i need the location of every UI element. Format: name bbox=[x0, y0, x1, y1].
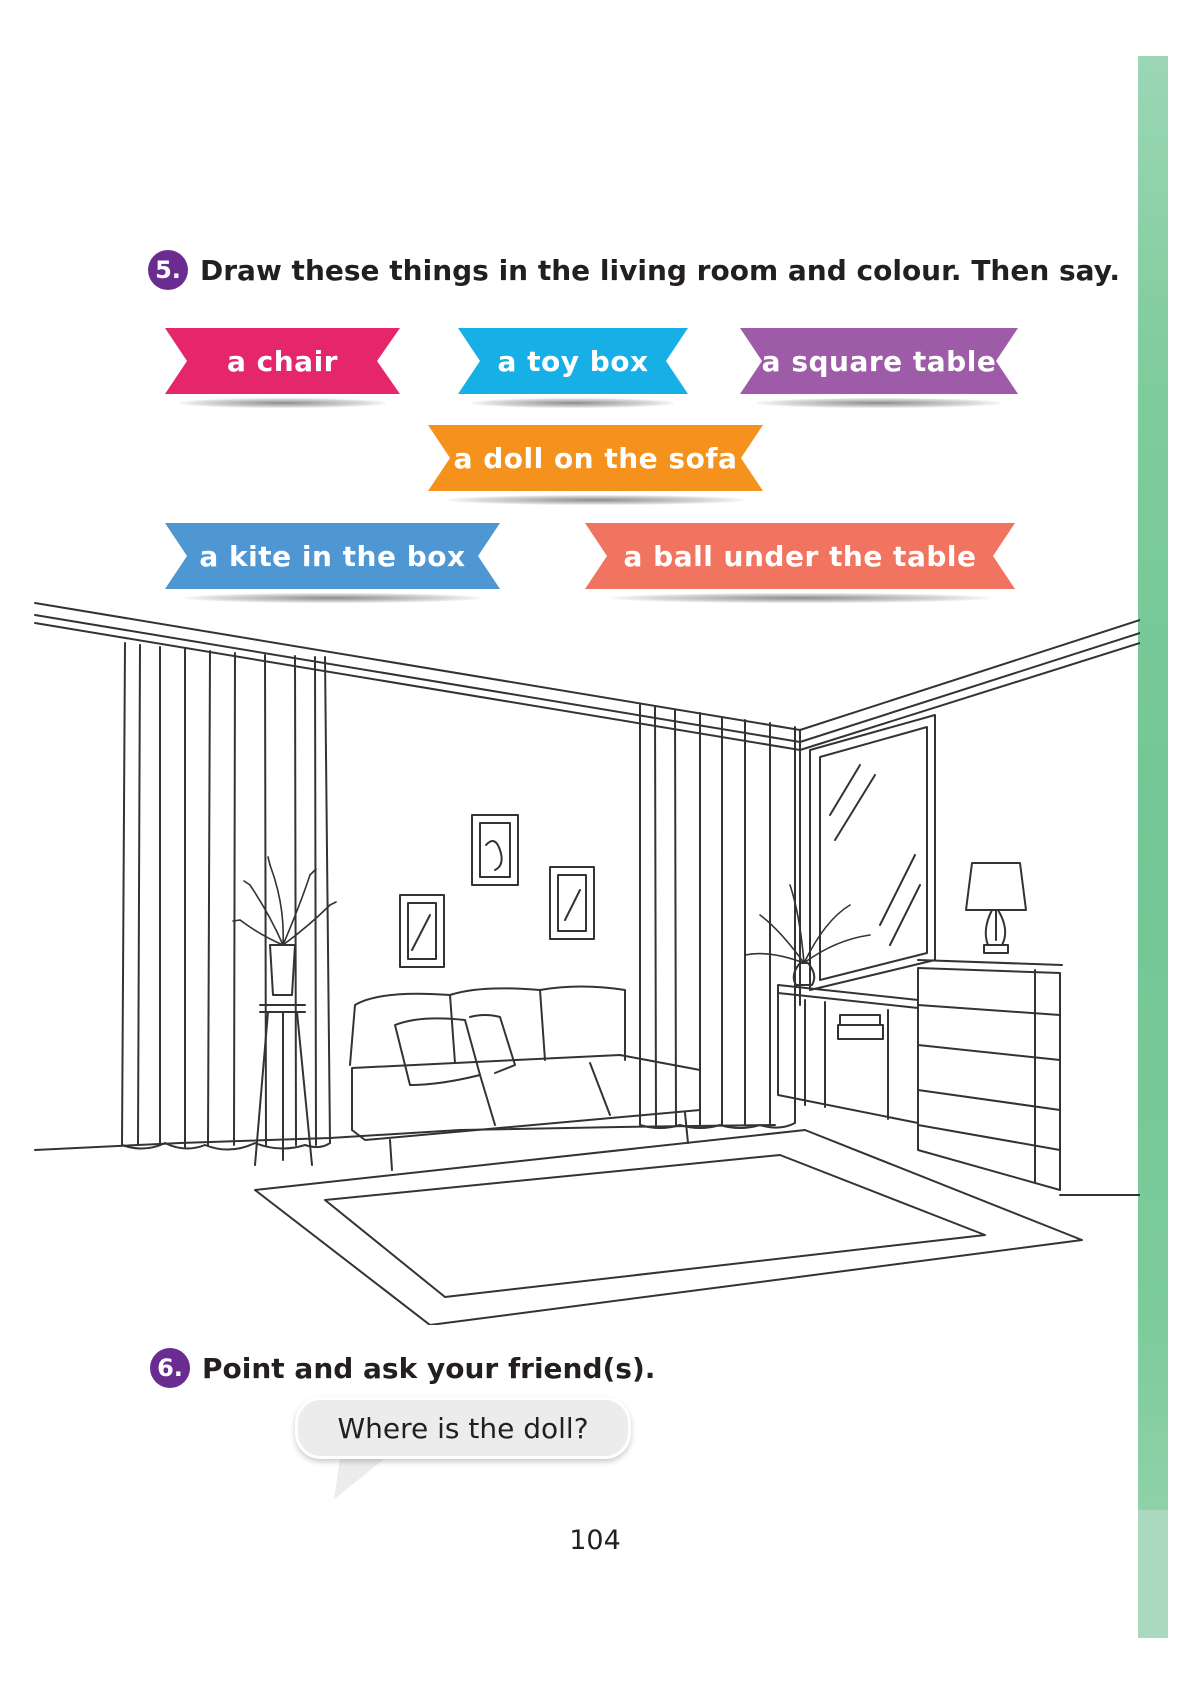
picture-frames bbox=[400, 815, 594, 967]
side-color-bar bbox=[1138, 56, 1168, 1638]
exercise-6-heading bbox=[150, 1348, 655, 1388]
window bbox=[810, 715, 935, 990]
sofa bbox=[350, 987, 700, 1171]
ribbon-shadow bbox=[179, 398, 386, 408]
ribbon-shadow bbox=[472, 398, 674, 408]
label-ribbon-doll-on-sofa bbox=[428, 425, 763, 491]
rug bbox=[255, 1130, 1082, 1325]
label-ribbon-chair bbox=[165, 328, 400, 394]
bookshelf-cabinet bbox=[918, 960, 1062, 1190]
label-ribbon-toy-box bbox=[458, 328, 688, 394]
left-curtain bbox=[122, 643, 330, 1150]
right-curtain bbox=[640, 705, 795, 1128]
ribbon-shadow bbox=[448, 495, 743, 505]
exercise-5-heading bbox=[148, 250, 1120, 290]
plant-vase bbox=[745, 885, 870, 985]
plant-stand bbox=[233, 857, 336, 1165]
label-text: a kite in the box bbox=[199, 539, 466, 573]
exercise-6-number-badge: 6. bbox=[150, 1348, 190, 1388]
label-text: a toy box bbox=[497, 344, 649, 378]
label-ribbon-kite-in-box bbox=[165, 523, 500, 589]
speech-bubble: Where is the doll? bbox=[295, 1397, 631, 1459]
exercise-5-instruction: Draw these things in the living room and colour. Then say. bbox=[200, 253, 1121, 287]
living-room-illustration bbox=[0, 585, 1140, 1325]
label-text: a chair bbox=[227, 344, 338, 378]
ribbon-shadow bbox=[757, 398, 1002, 408]
exercise-5-number-badge: 5. bbox=[148, 250, 188, 290]
page-number: 104 bbox=[569, 1525, 621, 1556]
label-text: a doll on the sofa bbox=[453, 441, 738, 475]
sideboard bbox=[778, 985, 918, 1123]
label-text: a ball under the table bbox=[623, 539, 977, 573]
side-color-bar-lower bbox=[1138, 1510, 1168, 1638]
floor-line bbox=[35, 750, 1140, 1195]
label-text: a square table bbox=[761, 344, 997, 378]
exercise-6-instruction: Point and ask your friend(s). bbox=[202, 1351, 656, 1385]
label-ribbon-ball-under-table bbox=[585, 523, 1015, 589]
ceiling-moulding bbox=[35, 603, 1140, 750]
table-lamp bbox=[966, 863, 1026, 953]
label-ribbon-square-table bbox=[740, 328, 1018, 394]
